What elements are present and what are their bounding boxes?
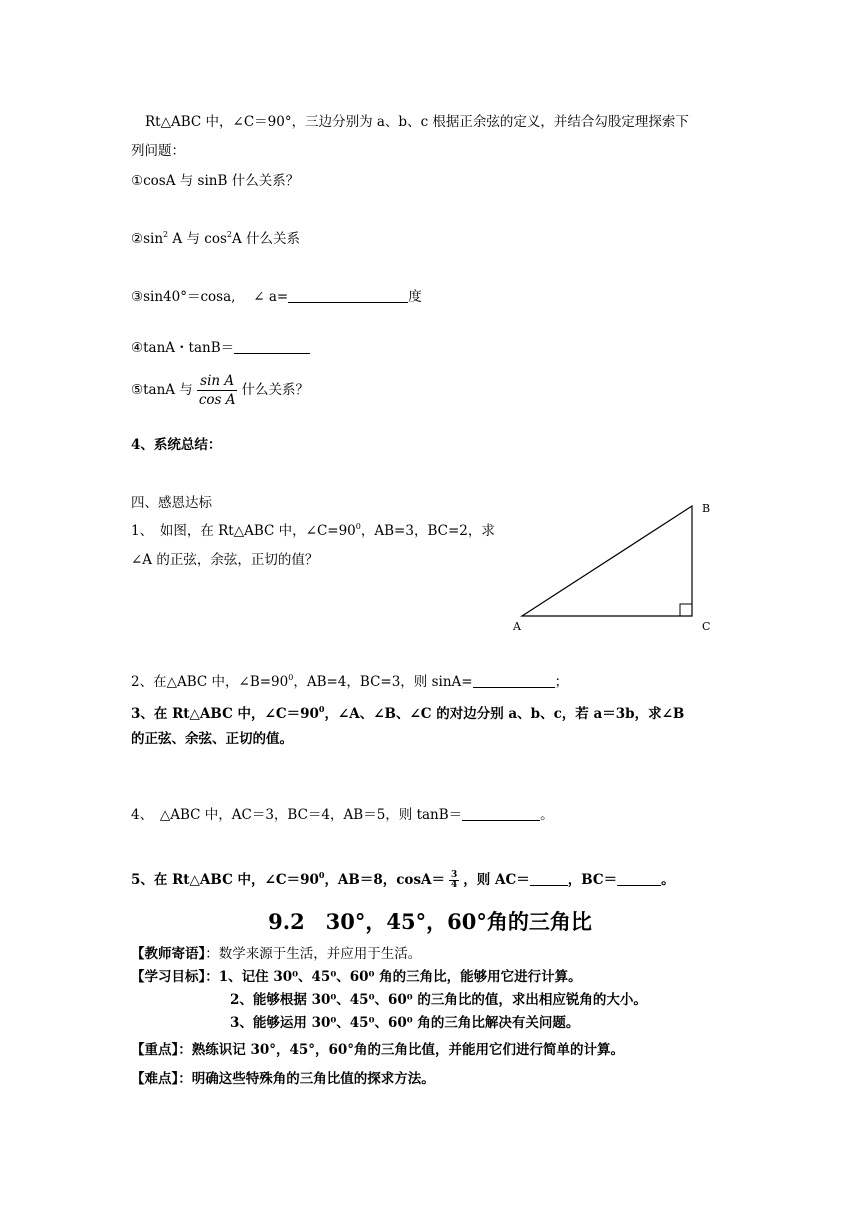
intro-line-1: Rt△ABC 中，∠C＝90°，三边分别为 a、b、c 根据正余弦的定义，并结合勾股定理探索下 bbox=[145, 114, 689, 130]
p4-answer-blank[interactable] bbox=[462, 806, 540, 821]
p1-post: ，AB=3，BC=2，求 bbox=[360, 523, 495, 539]
p4-post: 。 bbox=[540, 807, 554, 823]
p5-ac-blank[interactable] bbox=[530, 871, 568, 886]
p4-pre: 4、 △ABC 中，AC＝3，BC＝4，AB＝5，则 tanB＝ bbox=[131, 807, 463, 823]
fraction-numerator: sin A bbox=[197, 372, 238, 391]
cos-a-fraction bbox=[449, 871, 459, 890]
q5-pre: ⑤tanA 与 bbox=[131, 382, 193, 398]
q3-pre: ③sin40°＝cosa, ∠ a= bbox=[131, 289, 289, 305]
p5-mid2: ，则 AC＝ bbox=[463, 872, 530, 888]
p3-sup: 0 bbox=[318, 704, 325, 714]
key-tag: 【重点】 bbox=[131, 1042, 179, 1058]
problem-5 bbox=[131, 871, 675, 890]
p5-pre: 5、在 Rt△ABC 中，∠C＝90 bbox=[131, 872, 319, 888]
question-1: ①cosA 与 sinB 什么关系？ bbox=[131, 173, 300, 189]
teacher-text: ：数学来源于生活，并应用于生活。 bbox=[205, 946, 422, 962]
q2-sup-2: 2 bbox=[226, 230, 232, 239]
q4-answer-blank[interactable] bbox=[234, 339, 310, 354]
vertex-label-a: A bbox=[513, 620, 521, 633]
p2-pre: 2、在△ABC 中，∠B=90 bbox=[131, 674, 289, 690]
summary-heading: 4、系统总结： bbox=[131, 437, 222, 453]
problem-1-line-1 bbox=[131, 522, 495, 540]
section-heading: 四、感恩达标 bbox=[131, 495, 212, 511]
right-triangle-figure bbox=[508, 498, 718, 633]
question-4 bbox=[131, 339, 310, 357]
q4-pre: ④tanA・tanB＝ bbox=[131, 340, 235, 356]
q2-pre: ②sin bbox=[131, 231, 164, 247]
p2-answer-blank[interactable] bbox=[473, 673, 555, 688]
teacher-tag: 【教师寄语】 bbox=[131, 946, 206, 962]
p2-mid: ，AB=4，BC=3，则 sinA= bbox=[293, 674, 473, 690]
right-angle-mark bbox=[680, 604, 692, 616]
q2-sup-1: 2 bbox=[163, 230, 169, 239]
intro-line-2: 列问题： bbox=[131, 143, 185, 159]
learning-goal-1 bbox=[131, 968, 582, 986]
p5-post: 。 bbox=[661, 872, 675, 888]
difficult-point bbox=[131, 1070, 435, 1088]
vertex-label-c: C bbox=[702, 620, 711, 633]
p1-pre: 1、 如图，在 Rt△ABC 中，∠C=90 bbox=[131, 523, 356, 539]
fraction-denominator: cos A bbox=[198, 392, 236, 408]
p5-numerator: 3 bbox=[451, 870, 458, 880]
question-2 bbox=[131, 230, 300, 248]
teacher-message bbox=[131, 945, 421, 963]
question-3 bbox=[131, 288, 422, 306]
problem-2 bbox=[131, 673, 568, 691]
problem-4 bbox=[131, 806, 554, 824]
question-5 bbox=[131, 370, 309, 410]
learning-goal-3: 3、能够运用 30⁰、45⁰、60⁰ 角的三角比解决有关问题。 bbox=[230, 1015, 580, 1031]
q3-answer-blank[interactable] bbox=[288, 288, 408, 303]
goal-1-text: ：1、记住 30⁰、45⁰、60⁰ 角的三角比，能够用它进行计算。 bbox=[205, 969, 582, 985]
p5-mid: ，AB＝8，cosA＝ bbox=[324, 872, 446, 888]
problem-3-line-1 bbox=[131, 705, 684, 723]
learning-goal-2: 2、能够根据 30⁰、45⁰、60⁰ 的三角比的值，求出相应锐角的大小。 bbox=[230, 992, 647, 1008]
p3-post: ，∠A、∠B、∠C 的对边分别 a、b、c，若 a＝3b，求∠B bbox=[324, 706, 685, 722]
q5-post: 什么关系？ bbox=[241, 382, 309, 398]
key-point bbox=[131, 1041, 624, 1059]
p1-sup: 0 bbox=[355, 522, 361, 531]
q3-post: 度 bbox=[408, 289, 422, 305]
p5-bc-blank[interactable] bbox=[617, 871, 661, 886]
sin-over-cos-fraction bbox=[197, 372, 238, 409]
q2-post: A 什么关系 bbox=[231, 231, 301, 247]
vertex-label-b: B bbox=[702, 502, 711, 515]
problem-3-line-2: 的正弦、余弦、正切的值。 bbox=[131, 731, 293, 747]
lesson-title: 9.2 30°，45°，60°角的三角比 bbox=[268, 909, 592, 934]
key-text: ：熟练识记 30°，45°，60°角的三角比值，并能用它们进行简单的计算。 bbox=[178, 1042, 625, 1058]
p2-post: ； bbox=[554, 674, 569, 690]
p5-sup: 0 bbox=[318, 870, 325, 880]
p5-denominator: 4 bbox=[451, 880, 458, 890]
p5-mid3: ，BC＝ bbox=[567, 872, 618, 888]
problem-1-line-2: ∠A 的正弦，余弦，正切的值？ bbox=[131, 552, 319, 568]
difficulty-tag: 【难点】 bbox=[131, 1071, 179, 1087]
goals-tag: 【学习目标】 bbox=[131, 969, 206, 985]
difficulty-text: ：明确这些特殊角的三角比值的探求方法。 bbox=[178, 1071, 435, 1087]
p2-sup: 0 bbox=[288, 673, 294, 682]
q2-mid: A 与 cos bbox=[168, 231, 227, 247]
triangle-shape bbox=[522, 506, 692, 616]
p3-pre: 3、在 Rt△ABC 中，∠C＝90 bbox=[131, 706, 319, 722]
